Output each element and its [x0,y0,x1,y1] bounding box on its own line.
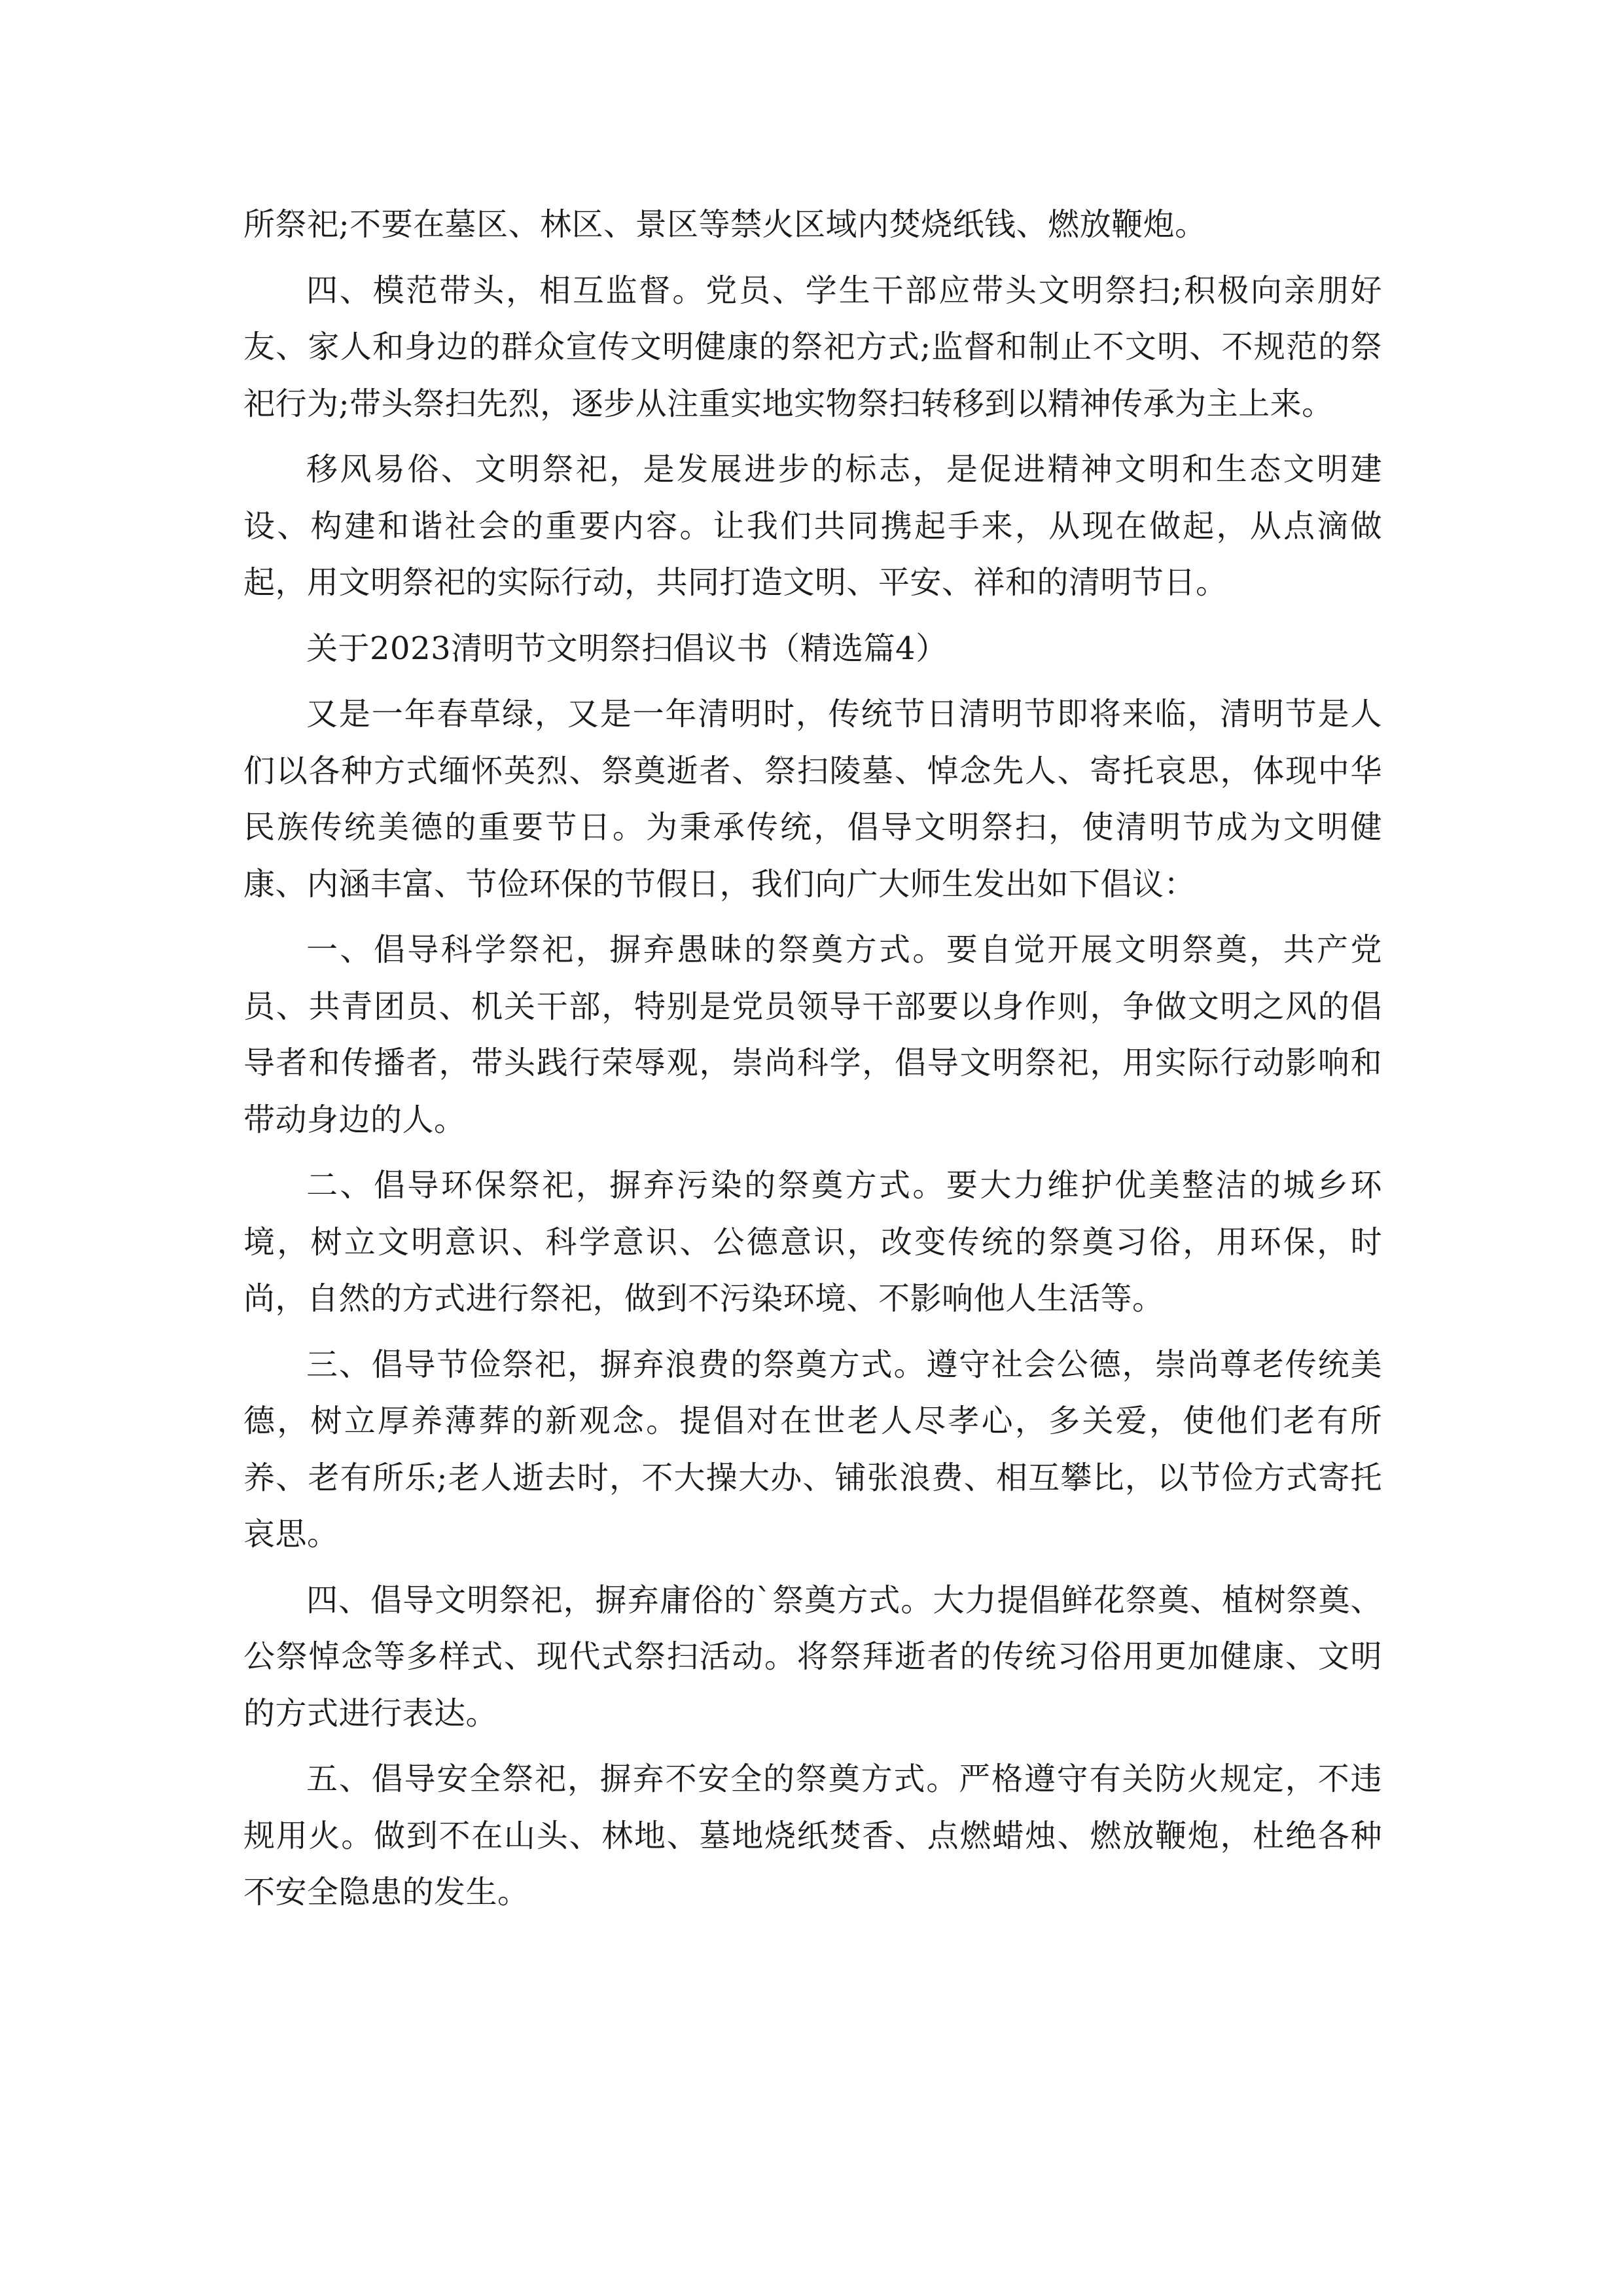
paragraph-intro: 又是一年春草绿，又是一年清明时，传统节日清明节即将来临，清明节是人们以各种方式缅怀英烈、祭奠逝者、祭扫陵墓、悼念先人、寄托哀思，体现中华民族传统美德的重要节日。为秉承传统，倡导文明祭扫，使清明节成为文明健康、内涵丰富、节俭环保的节假日，我们向广大师生发出如下倡议： [243,696,1382,903]
paragraph-point-five: 五、倡导安全祭祀，摒弃不安全的祭奠方式。严格遵守有关防火规定，不违规用火。做到不在山头、林地、墓地烧纸焚香、点燃蜡烛、燃放鞭炮，杜绝各种不安全隐患的发生。 [243,1761,1382,1910]
paragraph-point-three: 三、倡导节俭祭祀，摒弃浪费的祭奠方式。遵守社会公德，崇尚尊老传统美德，树立厚养薄葬的新观念。提倡对在世老人尽孝心，多关爱，使他们老有所养、老有所乐;老人逝去时，不大操大办、铺张浪费、相互攀比，以节俭方式寄托哀思。 [243,1346,1382,1552]
paragraph-conclusion: 移风易俗、文明祭祀，是发展进步的标志，是促进精神文明和生态文明建设、构建和谐社会的重要内容。让我们共同携起手来，从现在做起，从点滴做起，用文明祭祀的实际行动，共同打造文明、平安、祥和的清明节日。 [243,451,1382,601]
paragraph-point-one: 一、倡导科学祭祀，摒弃愚昧的祭奠方式。要自觉开展文明祭奠，共产党员、共青团员、机关干部，特别是党员领导干部要以身作则，争做文明之风的倡导者和传播者，带头践行荣辱观，崇尚科学，倡导文明祭祀，用实际行动影响和带动身边的人。 [243,931,1382,1138]
section-heading: 关于2023清明节文明祭扫倡议书（精选篇4） [306,630,948,667]
document-body [243,196,1382,1921]
paragraph-point-four-model: 四、模范带头，相互监督。党员、学生干部应带头文明祭扫;积极向亲朋好友、家人和身边的群众宣传文明健康的祭祀方式;监督和制止不文明、不规范的祭祀行为;带头祭扫先烈，逐步从注重实地实物祭扫转移到以精神传承为主上来。 [243,272,1382,422]
paragraph-point-two: 二、倡导环保祭祀，摒弃污染的祭奠方式。要大力维护优美整洁的城乡环境，树立文明意识、科学意识、公德意识，改变传统的祭奠习俗，用环保，时尚，自然的方式进行祭祀，做到不污染环境、不影响他人生活等。 [243,1167,1382,1317]
paragraph-continuation: 所祭祀;不要在墓区、林区、景区等禁火区域内焚烧纸钱、燃放鞭炮。 [243,206,1207,243]
paragraph-point-four: 四、倡导文明祭祀，摒弃庸俗的`祭奠方式。大力提倡鲜花祭奠、植树祭奠、公祭悼念等多样式、现代式祭扫活动。将祭拜逝者的传统习俗用更加健康、文明的方式进行表达。 [243,1581,1382,1732]
